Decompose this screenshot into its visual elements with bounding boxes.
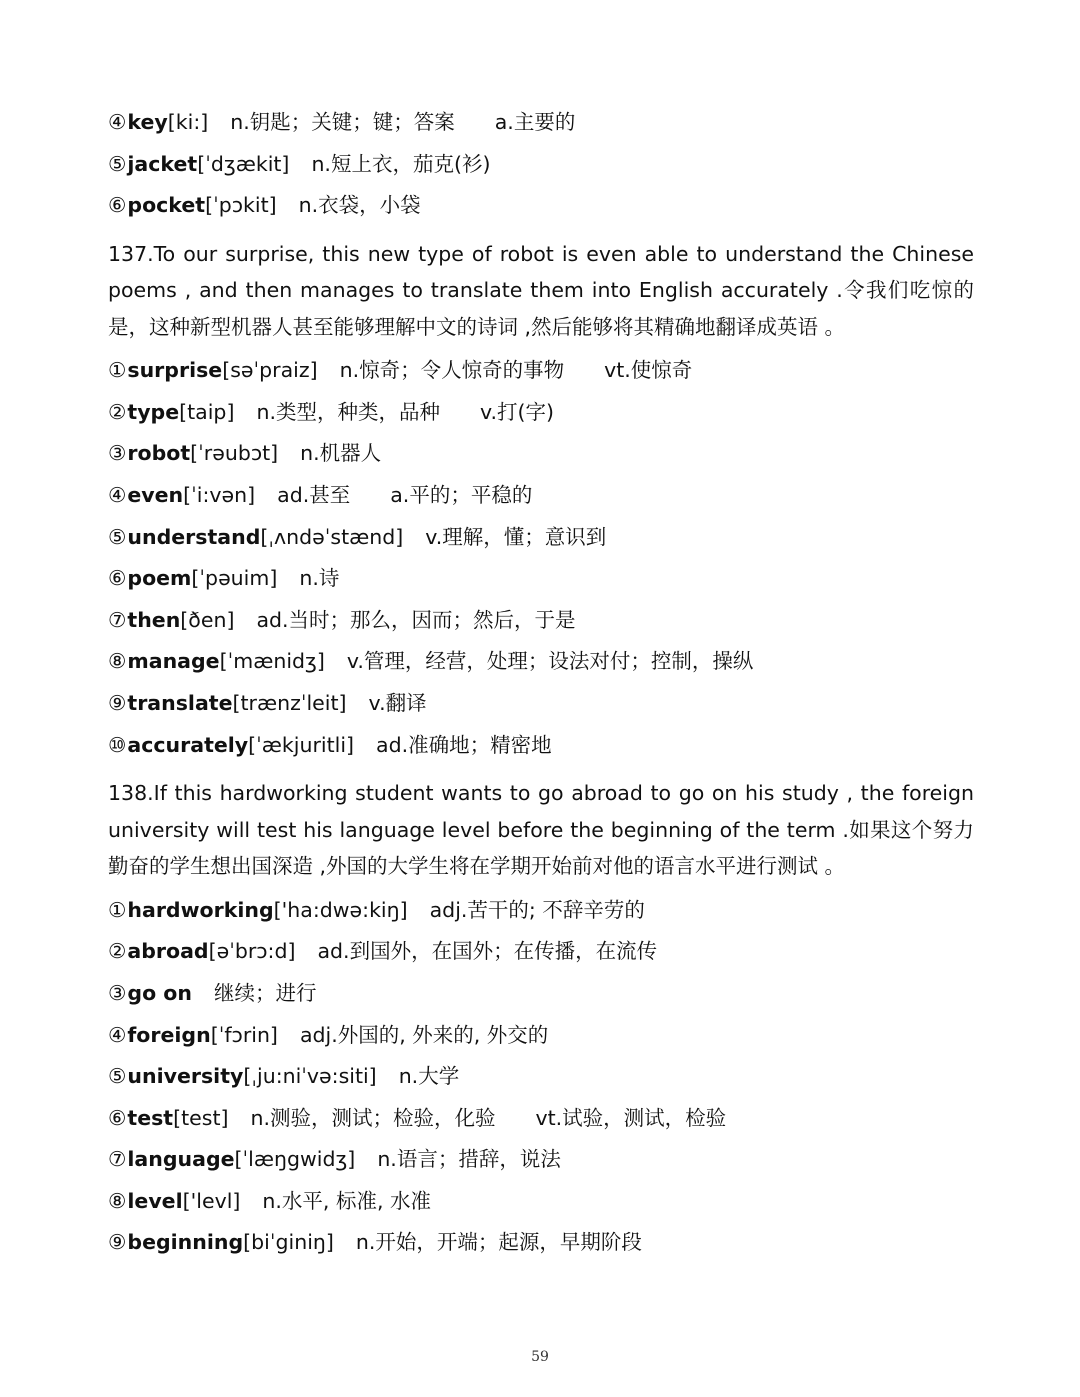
entry-phonetic: [ˈi:vən] <box>183 483 256 508</box>
entry-number: ⑦ <box>108 1147 127 1172</box>
entry-phonetic: [test] <box>173 1105 229 1130</box>
entry-word: then <box>127 607 181 632</box>
entry-number: ⑥ <box>108 193 127 218</box>
entry-meaning: 继续；进行 <box>213 980 317 1005</box>
entry-number: ③ <box>108 441 127 466</box>
entry-word: foreign <box>127 1022 211 1047</box>
entry-number: ② <box>108 399 127 424</box>
entry-number: ⑧ <box>108 1188 127 1213</box>
entry-meaning: v.管理，经营，处理；设法对付；控制，操纵 <box>346 649 754 674</box>
vocab-entry <box>108 1099 974 1141</box>
entry-meaning: ad.当时；那么，因而；然后，于是 <box>256 607 576 632</box>
entry-word: hardworking <box>127 897 274 922</box>
vocab-entry <box>108 1057 974 1099</box>
entry-word: pocket <box>127 193 206 218</box>
entry-meaning-2: vt.使惊奇 <box>604 358 693 383</box>
vocab-entry <box>108 1182 974 1224</box>
entry-number: ⑨ <box>108 691 127 716</box>
entry-number: ④ <box>108 1022 127 1047</box>
entry-phonetic: [ˈækjuritli] <box>248 732 355 757</box>
entry-number: ⑤ <box>108 151 127 176</box>
entry-word: surprise <box>127 358 223 383</box>
entry-phonetic: [ˈpəuim] <box>191 566 278 591</box>
vocab-entry <box>108 145 974 187</box>
vocab-entry <box>108 559 974 601</box>
vocab-entry <box>108 1223 974 1265</box>
entry-phonetic: [ˈrəubɔt] <box>190 441 279 466</box>
entry-phonetic: [səˈpraiz] <box>222 358 318 383</box>
entry-word: key <box>127 110 168 134</box>
vocab-entry <box>108 891 974 933</box>
entry-meaning: ad.甚至 <box>277 483 351 508</box>
vocab-entry <box>108 351 974 393</box>
vocab-entry <box>108 1016 974 1058</box>
entry-meaning: n.机器人 <box>300 441 382 466</box>
entry-phonetic: [ðen] <box>180 607 235 632</box>
entry-number: ① <box>108 897 127 922</box>
entry-word: even <box>127 483 184 508</box>
entry-phonetic: [ˈfɔrin] <box>210 1022 278 1047</box>
entry-word: accurately <box>127 732 249 757</box>
entry-word: go on <box>127 980 192 1005</box>
example-sentence: 138.If this hardworking student wants to go abroad to go on his study , the foreign university will test his language level before the beginning of the term .如果这个努力勤奋的学生想出国深造 ,外国的大学生将在学期开始前对他的语言水平进行测试 。 <box>108 781 974 879</box>
entry-word: abroad <box>127 939 209 964</box>
entry-phonetic: [ˈdʒækit] <box>197 151 290 176</box>
entry-number: ④ <box>108 483 127 508</box>
entry-meaning: n.衣袋，小袋 <box>298 193 421 218</box>
entry-number: ⑤ <box>108 524 127 549</box>
entry-phonetic: [taip] <box>179 399 235 424</box>
entry-phonetic: [ˈlæŋgwidʒ] <box>234 1147 356 1172</box>
vocab-entry <box>108 434 974 476</box>
document-body <box>108 103 974 1265</box>
entry-number: ⑥ <box>108 566 127 591</box>
entry-word: robot <box>127 441 191 466</box>
entry-phonetic: [ˌju:niˈvə:siti] <box>243 1064 377 1089</box>
entry-word: translate <box>127 691 233 716</box>
vocab-entry <box>108 932 974 974</box>
entry-meaning: n.水平, 标准, 水准 <box>262 1188 431 1213</box>
entry-meaning: ad.到国外，在国外；在传播，在流传 <box>317 939 658 964</box>
entry-number: ⑤ <box>108 1064 127 1089</box>
entry-number: ① <box>108 358 127 383</box>
entry-meaning: n.开始，开端；起源，早期阶段 <box>355 1230 642 1255</box>
vocab-entry <box>108 186 974 228</box>
vocab-entry <box>108 518 974 560</box>
entry-phonetic: [biˈginiŋ] <box>243 1230 334 1255</box>
entry-meaning: adj.外国的, 外来的, 外交的 <box>299 1022 549 1047</box>
entry-meaning: n.惊奇；令人惊奇的事物 <box>339 358 565 383</box>
entry-meaning: n.短上衣，茄克(衫) <box>311 151 491 176</box>
entry-number: ② <box>108 939 127 964</box>
entry-meaning-2: vt.试验，测试，检验 <box>535 1105 727 1130</box>
vocab-list <box>108 891 974 1265</box>
entry-phonetic: ['levl] <box>182 1188 241 1213</box>
vocab-entry <box>108 642 974 684</box>
entry-meaning: n.类型，种类，品种 <box>256 399 440 424</box>
entry-word: manage <box>127 649 220 674</box>
entry-phonetic: [ki:] <box>167 110 209 134</box>
entry-word: jacket <box>127 151 198 176</box>
entry-number: ⑩ <box>108 732 127 757</box>
entry-meaning: n.大学 <box>398 1064 460 1089</box>
vocab-entry <box>108 1140 974 1182</box>
entry-phonetic: [ˈmænidʒ] <box>219 649 325 674</box>
vocab-entry <box>108 393 974 435</box>
entry-word: university <box>127 1064 244 1089</box>
vocab-entry <box>108 103 974 145</box>
entry-word: beginning <box>127 1230 244 1255</box>
example-sentence: 137.To our surprise, this new type of robot is even able to understand the Chinese poems , and then manages to translate them into English accurately .令我们吃惊的是，这种新型机器人甚至能够理解中文的诗词 ,然后能够将其精确地翻译成英语 。 <box>108 241 974 339</box>
entry-phonetic: [ˌʌndəˈstænd] <box>260 524 404 549</box>
vocab-entry <box>108 684 974 726</box>
page-number: 59 <box>531 1349 549 1365</box>
entry-meaning: adj.苦干的; 不辞辛劳的 <box>429 897 645 922</box>
entry-word: level <box>127 1188 183 1213</box>
vocab-entry <box>108 476 974 518</box>
entry-number: ③ <box>108 980 127 1005</box>
vocab-entry <box>108 601 974 643</box>
entry-number: ⑨ <box>108 1230 127 1255</box>
entry-phonetic: [ˈpɔkit] <box>205 193 277 218</box>
entry-number: ⑧ <box>108 649 127 674</box>
entry-phonetic: [trænzˈleit] <box>232 691 347 716</box>
entry-meaning: n.钥匙；关键；键；答案 <box>230 110 455 134</box>
entry-meaning: ad.准确地；精密地 <box>376 732 552 757</box>
vocab-entry <box>108 974 974 1016</box>
vocab-entry <box>108 726 974 768</box>
entry-phonetic: [əˈbrɔ:d] <box>208 939 296 964</box>
entry-meaning: v.理解，懂；意识到 <box>425 524 607 549</box>
entry-word: type <box>127 399 180 424</box>
entry-word: understand <box>127 524 261 549</box>
entry-meaning-2: v.打(字) <box>479 399 555 424</box>
entry-word: test <box>127 1105 174 1130</box>
entry-word: poem <box>127 566 192 591</box>
entry-phonetic: ['ha:dwə:kiŋ] <box>273 897 408 922</box>
entry-number: ④ <box>108 110 127 134</box>
entry-meaning-2: a.主要的 <box>494 110 576 134</box>
vocab-list <box>108 103 974 228</box>
vocab-list <box>108 351 974 767</box>
entry-word: language <box>127 1147 235 1172</box>
entry-meaning: n.测验，测试；检验，化验 <box>250 1105 496 1130</box>
entry-meaning-2: a.平的；平稳的 <box>390 483 533 508</box>
entry-meaning: n.语言；措辞，说法 <box>377 1147 561 1172</box>
entry-number: ⑥ <box>108 1105 127 1130</box>
entry-meaning: v.翻译 <box>368 691 427 716</box>
entry-number: ⑦ <box>108 607 127 632</box>
entry-meaning: n.诗 <box>299 566 340 591</box>
